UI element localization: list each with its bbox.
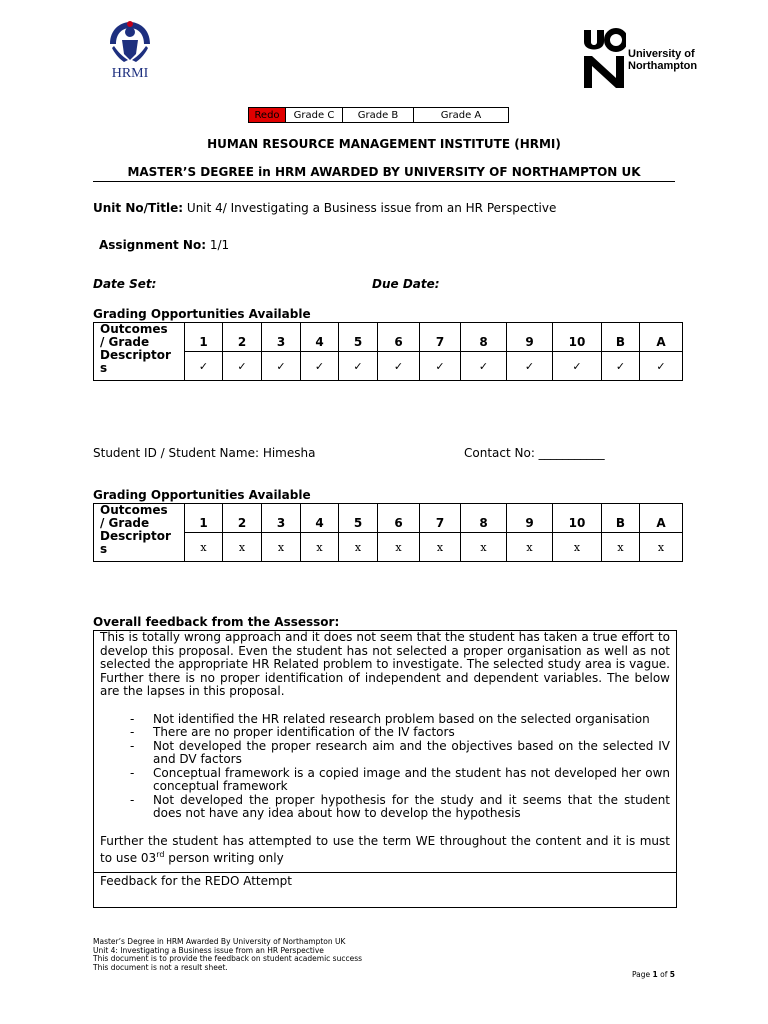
tick-mark: ✓ — [301, 352, 339, 381]
grade-redo-cell: Redo — [249, 108, 286, 123]
x-mark: x — [420, 533, 461, 562]
column-header: B — [602, 323, 640, 352]
column-header: 7 — [420, 504, 461, 533]
list-item: - Not developed the proper hypothesis for the study and it seems that the student does not have any idea about how to develop the hypothesis — [124, 794, 670, 821]
hrmi-emblem-icon — [100, 18, 160, 66]
unit-line — [93, 201, 556, 215]
x-mark: x — [507, 533, 553, 562]
column-header: 1 — [185, 323, 223, 352]
assignment-value: 1/1 — [209, 238, 230, 252]
tick-mark: ✓ — [262, 352, 301, 381]
tick-mark: ✓ — [185, 352, 223, 381]
footer-line: This document is to provide the feedback on student academic success — [93, 954, 363, 963]
column-header: 5 — [339, 504, 378, 533]
column-header: 9 — [507, 504, 553, 533]
column-header: 9 — [507, 323, 553, 352]
column-header: B — [602, 504, 640, 533]
grade-bar — [248, 107, 509, 123]
list-item: - Not identified the HR related research problem based on the selected organisation — [124, 713, 670, 727]
column-header: 10 — [553, 323, 602, 352]
x-mark: x — [301, 533, 339, 562]
x-mark: x — [378, 533, 420, 562]
x-mark: x — [640, 533, 683, 562]
outcomes-table-achieved — [93, 503, 683, 562]
degree-title: MASTER’S DEGREE in HRM AWARDED BY UNIVERSITY OF NORTHAMPTON UK — [127, 165, 641, 179]
uon-name-line1: University of — [628, 48, 695, 60]
feedback-box — [93, 630, 677, 908]
uon-name — [628, 48, 697, 72]
tick-mark: ✓ — [378, 352, 420, 381]
footer-line: Master’s Degree in HRM Awarded By University of Northampton UK — [93, 937, 346, 946]
hrmi-logo — [100, 18, 160, 84]
institute-title: HUMAN RESOURCE MANAGEMENT INSTITUTE (HRMI) — [207, 137, 561, 151]
grade-b-cell: Grade B — [343, 108, 414, 123]
column-header: 5 — [339, 323, 378, 352]
due-date-label: Due Date: — [372, 277, 440, 291]
grading-heading-2: Grading Opportunities Available — [93, 488, 311, 502]
date-set-label: Date Set: — [93, 277, 157, 291]
assignment-label: Assignment No: — [99, 238, 207, 252]
uon-mark-icon — [582, 28, 626, 90]
column-header: 3 — [262, 504, 301, 533]
column-header: 2 — [223, 323, 262, 352]
tick-mark: ✓ — [553, 352, 602, 381]
tick-mark: ✓ — [461, 352, 507, 381]
tick-mark: ✓ — [507, 352, 553, 381]
uon-logo — [582, 28, 712, 90]
outcomes-header: Outcomes / Grade Descriptor s — [94, 323, 185, 381]
column-header: 4 — [301, 323, 339, 352]
x-mark: x — [339, 533, 378, 562]
unit-value: Unit 4/ Investigating a Business issue from an HR Perspective — [186, 201, 557, 215]
x-mark: x — [553, 533, 602, 562]
grade-c-cell: Grade C — [286, 108, 343, 123]
x-mark: x — [223, 533, 262, 562]
tick-mark: ✓ — [602, 352, 640, 381]
x-mark: x — [262, 533, 301, 562]
column-header: 7 — [420, 323, 461, 352]
x-mark: x — [602, 533, 640, 562]
footer-line: This document is not a result sheet. — [93, 962, 228, 972]
footer — [93, 938, 362, 972]
redo-feedback-label: Feedback for the REDO Attempt — [100, 874, 293, 888]
column-header: A — [640, 504, 683, 533]
outcomes-table-available — [93, 322, 683, 381]
hrmi-logo-text: HRMI — [111, 66, 149, 81]
list-item: - Not developed the proper research aim and the objectives based on the selected IV and DV factors — [124, 740, 670, 767]
feedback-paragraph: This is totally wrong approach and it does not seem that the student has taken a true effort to develop this proposal. Even the student has not selected a proper organisation as well as not selected the appropriate HR Related problem to investigate. The selected study area is vague. Further there is no proper identification of independent and dependent variables. The below are the lapses in this proposal. — [100, 630, 670, 698]
grading-heading-1: Grading Opportunities Available — [93, 307, 311, 321]
column-header: A — [640, 323, 683, 352]
tick-mark: ✓ — [640, 352, 683, 381]
feedback-heading: Overall feedback from the Assessor: — [93, 615, 340, 629]
x-mark: x — [185, 533, 223, 562]
tick-mark: ✓ — [339, 352, 378, 381]
column-header: 6 — [378, 504, 420, 533]
unit-label: Unit No/Title: — [93, 201, 184, 215]
column-header: 3 — [262, 323, 301, 352]
page-number: Page 1 of 5 — [632, 970, 675, 979]
tick-mark: ✓ — [223, 352, 262, 381]
column-header: 4 — [301, 504, 339, 533]
column-header: 8 — [461, 323, 507, 352]
column-header: 1 — [185, 504, 223, 533]
lapses-list — [100, 713, 670, 821]
tick-mark: ✓ — [420, 352, 461, 381]
contact-label: Contact No: ___________ — [464, 446, 605, 460]
list-item: - Conceptual framework is a copied image and the student has not developed her own conceptual framework — [124, 767, 670, 794]
x-mark: x — [461, 533, 507, 562]
column-header: 8 — [461, 504, 507, 533]
title-rule — [93, 181, 675, 182]
column-header: 2 — [223, 504, 262, 533]
feedback-body — [94, 631, 676, 873]
grade-a-cell: Grade A — [414, 108, 509, 123]
feedback-closing: Further the student has attempted to use the term WE throughout the content and it is must to use 03rd person writing only — [100, 833, 670, 865]
assignment-line — [99, 238, 229, 252]
list-item: - There are no proper identification of the IV factors — [124, 726, 670, 740]
column-header: 6 — [378, 323, 420, 352]
outcomes-header: Outcomes / Grade Descriptor s — [94, 504, 185, 562]
footer-line: Unit 4: Investigating a Business issue from an HR Perspective — [93, 945, 324, 955]
uon-name-line2: Northampton — [628, 60, 698, 72]
column-header: 10 — [553, 504, 602, 533]
student-label: Student ID / Student Name: Himesha — [93, 446, 316, 460]
